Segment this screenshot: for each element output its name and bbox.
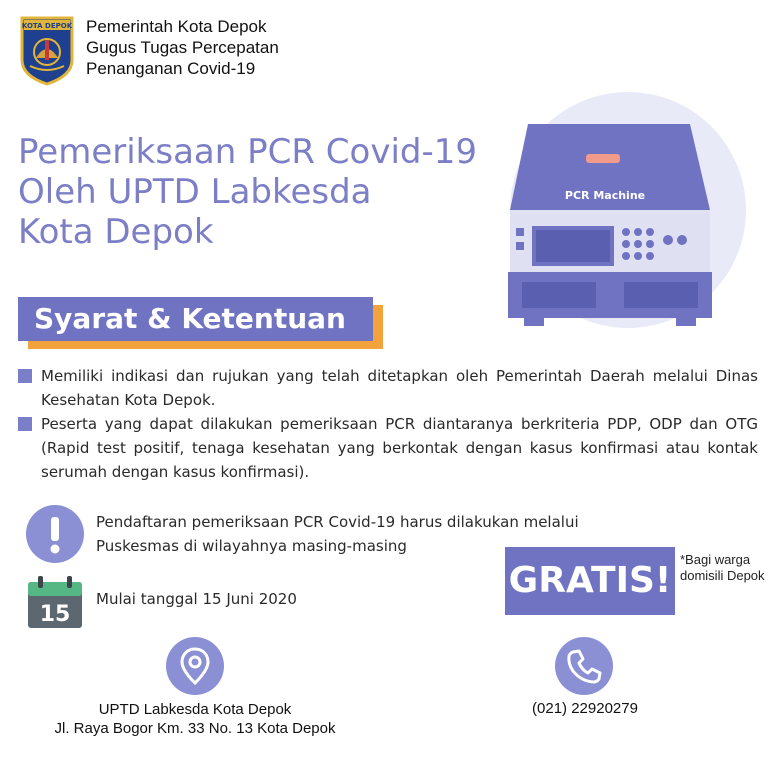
machine-label: PCR Machine bbox=[564, 189, 646, 202]
page-title bbox=[18, 132, 477, 252]
pcr-machine-illustration bbox=[458, 92, 758, 342]
requirement-text: Memiliki indikasi dan rujukan yang telah ditetapkan oleh Pemerintah Daerah melalui Dinas Kesehatan Kota Depok. bbox=[41, 367, 758, 409]
requirements-list bbox=[18, 364, 758, 484]
kota-depok-emblem bbox=[18, 14, 76, 86]
phone-number[interactable]: (021) 22920279 bbox=[532, 700, 638, 717]
title-line-2: Oleh UPTD Labkesda bbox=[18, 172, 372, 212]
phone-icon bbox=[555, 637, 613, 695]
org-line-3: Penanganan Covid-19 bbox=[86, 59, 256, 78]
address-line-1: UPTD Labkesda Kota Depok bbox=[98, 701, 292, 718]
address bbox=[30, 700, 360, 738]
free-note-line-2: domisili Depok bbox=[680, 568, 765, 583]
notice-line-2: Puskesmas di wilayahnya masing-masing bbox=[96, 537, 407, 555]
location-pin-icon bbox=[166, 637, 224, 695]
bullet-square-icon bbox=[18, 369, 32, 383]
address-line-2: Jl. Raya Bogor Km. 33 No. 13 Kota Depok bbox=[54, 720, 336, 737]
requirement-text: Peserta yang dapat dilakukan pemeriksaan PCR diantaranya berkriteria PDP, ODP dan OTG (Rapid test positif, tenaga kesehatan yang berkontak dengan kasus konfirmasi atau kontak serumah dengan kasus konfirmasi). bbox=[41, 415, 758, 481]
svg-text:KOTA DEPOK: KOTA DEPOK bbox=[21, 22, 73, 30]
bullet-square-icon bbox=[18, 417, 32, 431]
free-badge: GRATIS! bbox=[505, 547, 675, 615]
list-item bbox=[18, 412, 758, 484]
list-item bbox=[18, 364, 758, 412]
start-date: Mulai tanggal 15 Juni 2020 bbox=[96, 590, 297, 608]
title-line-3: Kota Depok bbox=[18, 212, 214, 252]
free-note-line-1: *Bagi warga bbox=[680, 552, 751, 567]
notice-line-1: Pendaftaran pemeriksaan PCR Covid-19 harus dilakukan melalui bbox=[96, 513, 579, 531]
free-note bbox=[680, 552, 765, 584]
org-line-2: Gugus Tugas Percepatan bbox=[86, 38, 279, 57]
org-line-1: Pemerintah Kota Depok bbox=[86, 17, 267, 36]
organization-name bbox=[86, 16, 279, 79]
title-line-1: Pemeriksaan PCR Covid-19 bbox=[18, 132, 477, 172]
calendar-icon bbox=[26, 576, 84, 630]
calendar-day: 15 bbox=[39, 602, 71, 627]
requirements-heading: Syarat & Ketentuan bbox=[18, 297, 373, 341]
exclamation-icon bbox=[26, 505, 84, 563]
